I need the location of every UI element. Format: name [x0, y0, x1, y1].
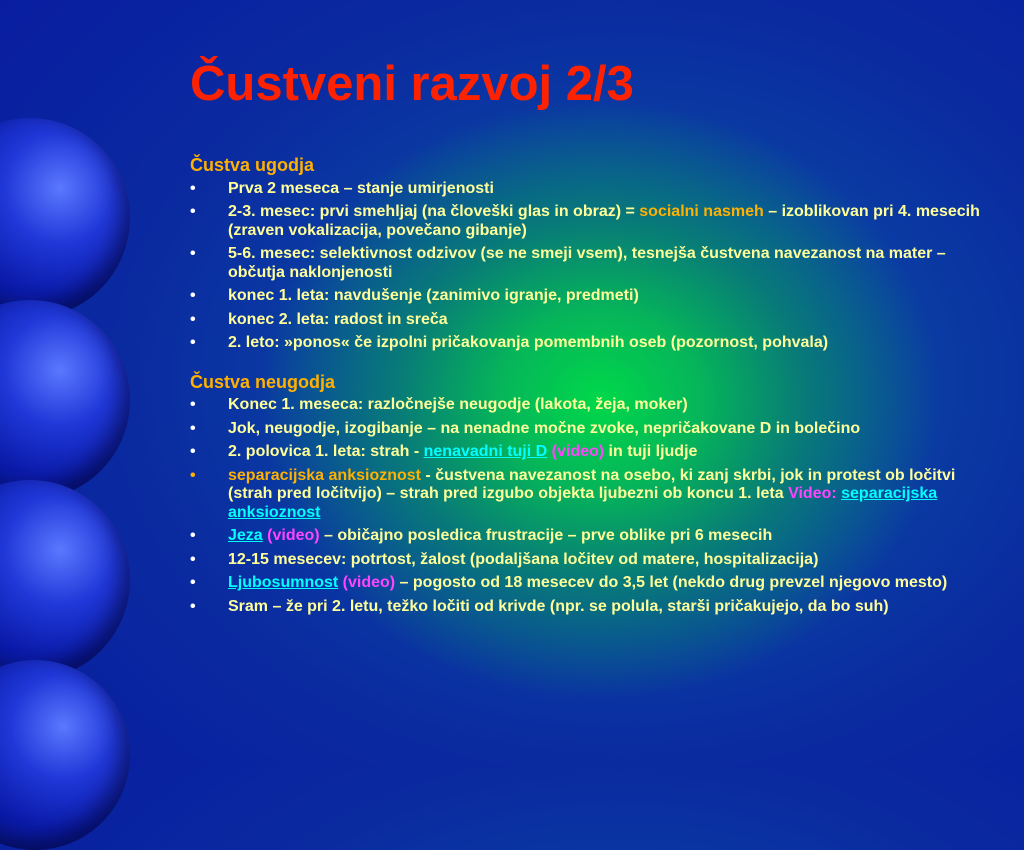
video-link-strangers[interactable]: nenavadni tuji D	[423, 443, 548, 460]
decorative-sphere	[0, 480, 130, 680]
slide-content	[190, 156, 990, 621]
list-item: • 2. leto: »ponos« če izpolni pričakovanja pomembnih oseb (pozornost, pohvala)	[190, 334, 990, 353]
list-item: • 2. polovica 1. leta: strah - nenavadni tuji D (video) in tuji ljudje	[190, 443, 990, 462]
list-item: • Prva 2 meseca – stanje umirjenosti	[190, 180, 990, 199]
decorative-sphere	[0, 300, 130, 500]
list-item: • 12-15 mesecev: potrtost, žalost (podaljšana ločitev od matere, hospitalizacija)	[190, 551, 990, 570]
decorative-sphere	[0, 118, 130, 318]
video-label: Video:	[788, 485, 842, 502]
list-item: • Jeza (video) – običajno posledica frustracije – prve oblike pri 6 mesecih	[190, 527, 990, 546]
list-item: • Ljubosumnost (video) – pogosto od 18 mesecev do 3,5 let (nekdo drug prevzel njegovo mesto)	[190, 574, 990, 593]
section-heading-unpleasant: Čustva neugodja	[190, 371, 336, 392]
list-item: • Jok, neugodje, izogibanje – na nenadne močne zvoke, nepričakovane D in bolečino	[190, 420, 990, 439]
highlight-term: socialni nasmeh	[639, 203, 764, 220]
list-item: • Konec 1. meseca: razločnejše neugodje (lakota, žeja, moker)	[190, 396, 990, 415]
list-item: • konec 2. leta: radost in sreča	[190, 311, 990, 330]
video-link-anger[interactable]: Jeza	[228, 527, 263, 544]
video-link-separation-anxiety[interactable]: separacijska anksioznost	[228, 485, 938, 521]
list-item: • 5-6. mesec: selektivnost odzivov (se ne smeji vsem), tesnejša čustvena navezanost na mater – občutja naklonjenosti	[190, 245, 990, 282]
section-heading-pleasant: Čustva ugodja	[190, 155, 315, 175]
list-item: • Sram – že pri 2. letu, težko ločiti od krivde (npr. se polula, starši pričakujejo, da bo suh)	[190, 598, 990, 617]
video-label: (video)	[338, 574, 396, 591]
list-item: • konec 1. leta: navdušenje (zanimivo igranje, predmeti)	[190, 287, 990, 306]
list-item: • 2-3. mesec: prvi smehljaj (na človeški glas in obraz) = socialni nasmeh – izoblikovan pri 4. mesecih (zraven vokalizacija, povečano gibanje)	[190, 203, 990, 240]
video-label: (video)	[547, 443, 605, 460]
highlight-term: separacijska anksioznost	[228, 466, 421, 484]
video-label: (video)	[262, 527, 320, 544]
decorative-sphere	[0, 660, 130, 850]
slide-title: Čustveni razvoj 2/3	[190, 57, 634, 111]
list-item: • separacijska anksioznost - čustvena navezanost na osebo, ki zanj skrbi, jok in protest ob ločitvi (strah pred ločitvijo) – strah pred izgubo objekta ljubezni ob koncu 1. leta Video: separacijska anksioznost	[190, 467, 990, 523]
video-link-jealousy[interactable]: Ljubosumnost	[228, 574, 339, 591]
